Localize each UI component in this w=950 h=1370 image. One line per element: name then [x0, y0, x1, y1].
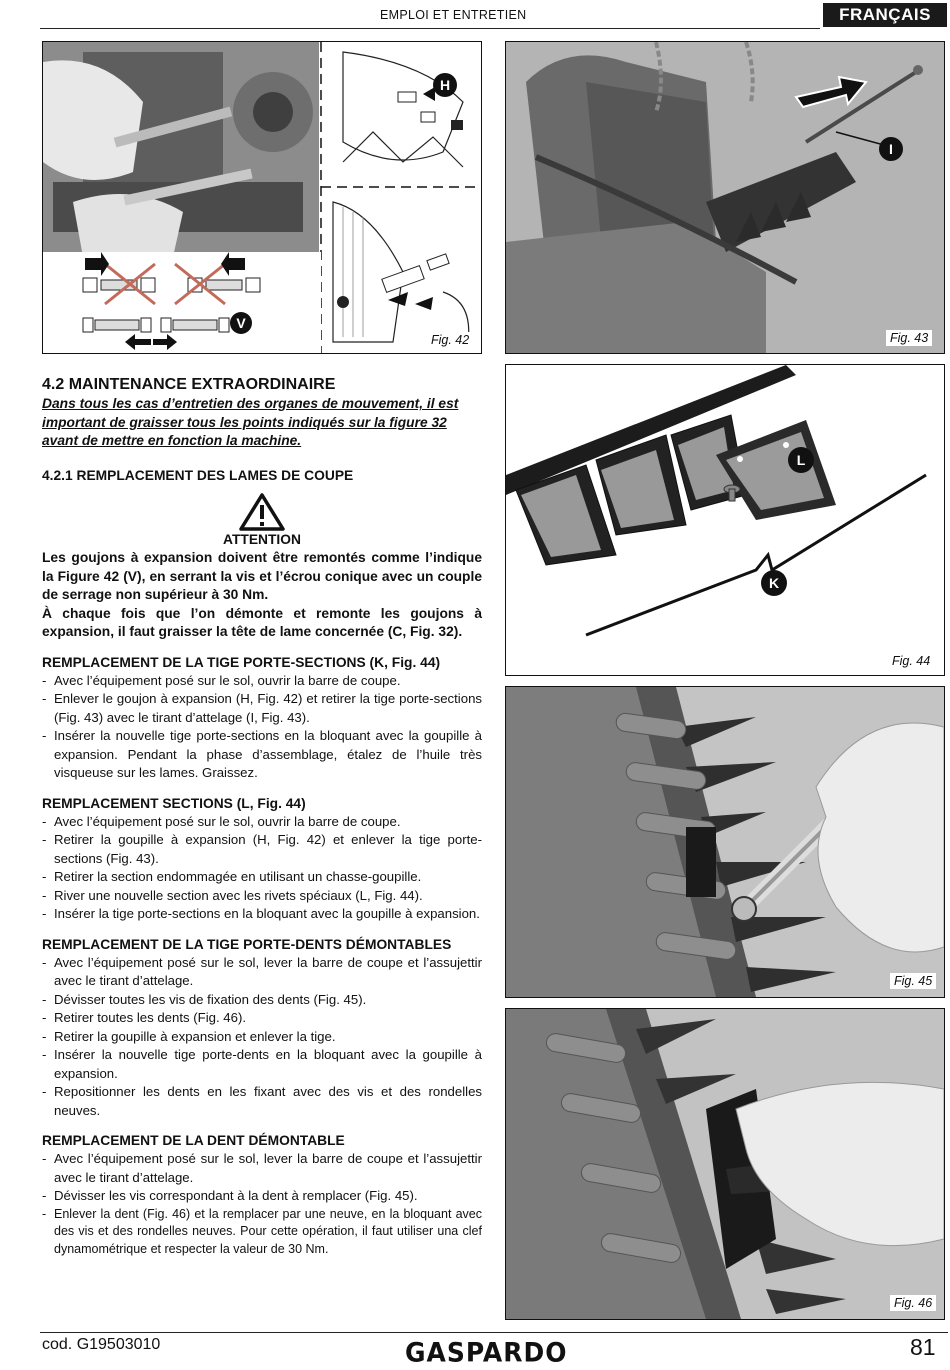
figure-42-caption: Fig. 42 [427, 332, 473, 348]
figure-44-label-l: L [796, 452, 806, 468]
figure-42-label-h: H [439, 77, 451, 93]
figure-42 [42, 41, 482, 354]
figure-44-illustration [506, 365, 944, 675]
list-item: - Dévisser toutes les vis de fixation des dents (Fig. 45). [42, 991, 482, 1010]
figure-46-caption: Fig. 46 [890, 1295, 936, 1311]
footer-rule [40, 1332, 948, 1333]
intro-notice: Dans tous les cas d’entretien des organes de mouvement, il est important de graisser tous les points indiqués sur la figure 32 avant de mettre en fonction la machine. [42, 396, 459, 448]
list-item: - Enlever le goujon à expansion (H, Fig. 42) et retirer la tige porte-sections (Fig. 43) avec le tirant d’attelage (I, Fig. 43). [42, 690, 482, 727]
list-item: - Insérer la nouvelle tige porte-sections en la bloquant avec la goupille à expansion. Pendant la phase d’assemblage, étalez de l’huile très visqueuse sur les lames. Graissez. [42, 727, 482, 783]
list-item: - Dévisser les vis correspondant à la dent à remplacer (Fig. 45). [42, 1187, 482, 1206]
figure-43-photo [506, 42, 944, 353]
warning-paragraph-1: Les goujons à expansion doivent être remontés comme l’indique la Figure 42 (V), en serrant la vis et l’écrou conique avec un couple de serrage non supérieur à 30 Nm. [42, 550, 482, 602]
list-item: - Avec l’équipement posé sur le sol, ouvrir la barre de coupe. [42, 813, 482, 832]
section-heading: 4.2 MAINTENANCE EXTRAORDINAIRE [42, 376, 336, 393]
list-item: - Avec l’équipement posé sur le sol, lever la barre de coupe et l’assujettir avec le tirant d’attelage. [42, 1150, 482, 1187]
instruction-list-sections [42, 813, 482, 924]
figure-42-illustration [43, 42, 481, 353]
list-item: - Avec l’équipement posé sur le sol, lever la barre de coupe et l’assujettir avec le tirant d’attelage. [42, 954, 482, 991]
list-item: - Repositionner les dents en les fixant avec des vis et des rondelles neuves. [42, 1083, 482, 1120]
brand-logo: GASPARDO [405, 1337, 568, 1368]
figure-44-caption: Fig. 44 [888, 653, 934, 669]
list-item: - Retirer la goupille à expansion et enlever la tige. [42, 1028, 482, 1047]
document-code: cod. G19503010 [42, 1336, 161, 1353]
instruction-list-tige-porte-dents [42, 954, 482, 1121]
figure-45 [505, 686, 945, 998]
instruction-list-dent-demontable [42, 1150, 482, 1258]
list-item: - Avec l’équipement posé sur le sol, ouvrir la barre de coupe. [42, 672, 482, 691]
list-item: - Retirer la section endommagée en utilisant un chasse-goupille. [42, 868, 482, 887]
list-item: - Insérer la tige porte-sections en la bloquant avec la goupille à expansion. [42, 905, 482, 924]
header-rule [40, 28, 820, 29]
list-item: - Enlever la dent (Fig. 46) et la remplacer par une neuve, en la bloquant avec des vis et des rondelles neuves. Pour cette opération, il faut utiliser una clef dynamométrique et respecter la valeur de 30 Nm. [42, 1206, 482, 1259]
page-number: 81 [910, 1334, 936, 1360]
warning-icon [239, 493, 285, 531]
figure-44 [505, 364, 945, 676]
language-badge: FRANÇAIS [823, 3, 947, 27]
figure-46 [505, 1008, 945, 1320]
figure-45-caption: Fig. 45 [890, 973, 936, 989]
figure-42-label-v: V [236, 315, 246, 331]
instruction-list-tige-porte-sections [42, 672, 482, 783]
subsection-heading: 4.2.1 REMPLACEMENT DES LAMES DE COUPE [42, 467, 354, 483]
warning-paragraph-2: À chaque fois que l’on démonte et remonte les goujons à expansion, il faut graisser la tête de lame concernée (C, Fig. 32). [42, 605, 482, 639]
block-heading-tige-porte-dents: REMPLACEMENT DE LA TIGE PORTE-DENTS DÉMONTABLES [42, 936, 452, 952]
list-item: - Retirer la goupille à expansion (H, Fig. 42) et enlever la tige porte-sections (Fig. 43). [42, 831, 482, 868]
block-heading-dent-demontable: REMPLACEMENT DE LA DENT DÉMONTABLE [42, 1133, 345, 1148]
list-item: - River une nouvelle section avec les rivets spéciaux (L, Fig. 44). [42, 887, 482, 906]
figure-43-caption: Fig. 43 [886, 330, 932, 346]
block-heading-tige-porte-sections: REMPLACEMENT DE LA TIGE PORTE-SECTIONS (K, Fig. 44) [42, 654, 441, 670]
list-item: - Insérer la nouvelle tige porte-dents en la bloquant avec la goupille à expansion. [42, 1046, 482, 1083]
figure-44-label-k: K [768, 575, 780, 591]
text-column [42, 375, 482, 1258]
warning-title: ATTENTION [223, 531, 301, 547]
header-section-title: EMPLOI ET ENTRETIEN [380, 8, 527, 22]
figure-45-photo [506, 687, 944, 997]
figure-43 [505, 41, 945, 354]
figure-46-photo [506, 1009, 944, 1319]
block-heading-sections: REMPLACEMENT SECTIONS (L, Fig. 44) [42, 795, 306, 811]
list-item: - Retirer toutes les dents (Fig. 46). [42, 1009, 482, 1028]
figure-43-label-i: I [889, 141, 893, 157]
